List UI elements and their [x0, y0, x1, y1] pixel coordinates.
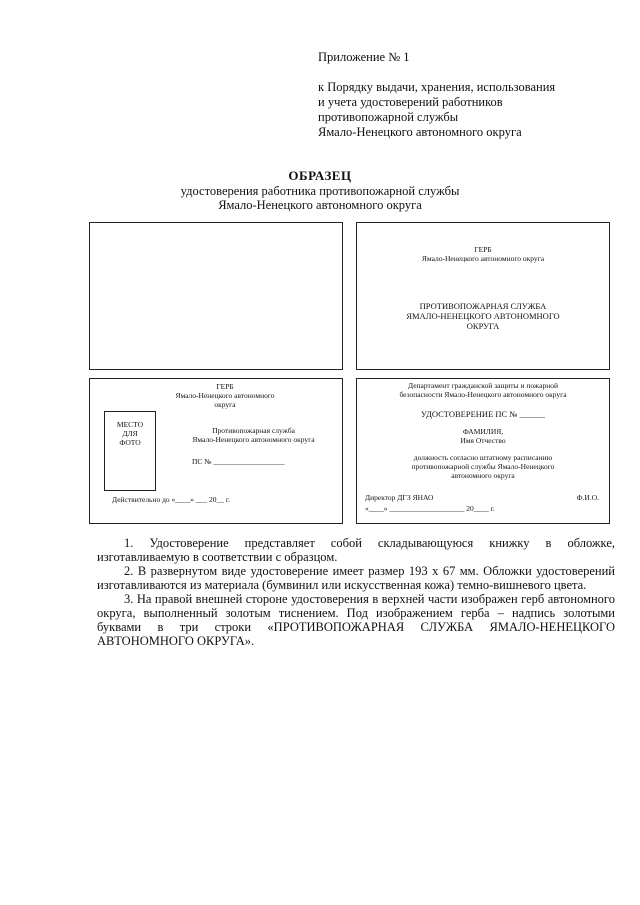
appendix-block [318, 50, 618, 140]
position-line: противопожарной службы Ямало-Ненецкого [411, 462, 555, 471]
given-names-line: Имя Отчество [460, 436, 506, 445]
valid-until-field: Действительно до «____» ___ 20__ г. [112, 495, 231, 504]
service-line: ОКРУГА [466, 321, 500, 331]
cover-left-blank [89, 222, 343, 370]
paragraph-1: 1. Удостоверение представляет собой складывающуюся книжку в обложке, изготавливаемую в соответствии с образцом. [97, 536, 615, 564]
sample-subtitle: удостоверения работника противопожарной службы [180, 184, 460, 198]
service-line: ПРОТИВОПОЖАРНАЯ СЛУЖБА [419, 301, 547, 311]
department-text [357, 381, 609, 399]
department-line: Департамент гражданской защиты и пожарной [408, 381, 558, 390]
emblem-region: Ямало-Ненецкого автономного [175, 391, 275, 400]
appendix-line: и учета удостоверений работников [318, 95, 503, 109]
photo-line: ФОТО [119, 438, 141, 447]
appendix-line: Ямало-Ненецкого автономного округа [318, 125, 522, 139]
paragraph-2: 2. В развернутом виде удостоверение имеет размер 193 x 67 мм. Обложки удостоверений изготавливаются из материала (бумвинил или искусственная кожа) темно-вишневого цвета. [97, 564, 615, 592]
inside-left-page [89, 378, 343, 524]
position-line: должность согласно штатному расписанию [413, 453, 553, 462]
appendix-line: противопожарной службы [318, 110, 459, 124]
inside-emblem-text [130, 382, 320, 409]
director-fio: Ф.И.О. [576, 493, 599, 502]
service-line: Противопожарная служба [212, 426, 295, 435]
issue-date-field: «____» ____________________ 20____ г. [365, 504, 495, 513]
appendix-line: к Порядку выдачи, хранения, использования [318, 80, 556, 94]
certificate-number: УДОСТОВЕРЕНИЕ ПС № ______ [420, 409, 546, 419]
surname-line: ФАМИЛИЯ, [462, 427, 504, 436]
inside-right-page [356, 378, 610, 524]
emblem-region: Ямало-Ненецкого автономного округа [421, 254, 545, 263]
emblem-label: ГЕРБ [216, 382, 234, 391]
service-line: Ямало-Ненецкого автономного округа [192, 435, 315, 444]
holder-position [357, 453, 609, 480]
ps-number-field: ПС № ___________________ [192, 457, 285, 466]
department-line: безопасности Ямало-Ненецкого автономного округа [399, 390, 567, 399]
photo-line: МЕСТО [116, 420, 144, 429]
director-label: Директор ДГЗ ЯНАО [365, 493, 434, 502]
appendix-title: Приложение № 1 [318, 50, 410, 64]
emblem-region: округа [214, 400, 236, 409]
photo-placeholder [104, 411, 156, 491]
cover-right-front [356, 222, 610, 370]
position-line: автономного округа [451, 471, 515, 480]
inside-service-text [166, 426, 341, 444]
emblem-label: ГЕРБ [474, 245, 492, 254]
sample-title: ОБРАЗЕЦ [288, 168, 352, 183]
cover-emblem-text [357, 245, 609, 263]
paragraph-3: 3. На правой внешней стороне удостоверения в верхней части изображен герб автономного округа, выполненный золотым тиснением. Под изображением герба – надпись золотыми буквами в три строки «ПРОТИВОПОЖАРНАЯ СЛУЖБА ЯМАЛО-НЕНЕЦКОГО АВТОНОМНОГО ОКРУГА». [97, 592, 615, 648]
sample-subtitle-region: Ямало-Ненецкого автономного округа [218, 198, 422, 212]
photo-label [105, 420, 155, 447]
holder-name [357, 427, 609, 445]
cover-service-text [357, 301, 609, 331]
service-line: ЯМАЛО-НЕНЕЦКОГО АВТОНОМНОГО [406, 311, 560, 321]
body-text [97, 536, 615, 648]
photo-line: ДЛЯ [122, 429, 138, 438]
